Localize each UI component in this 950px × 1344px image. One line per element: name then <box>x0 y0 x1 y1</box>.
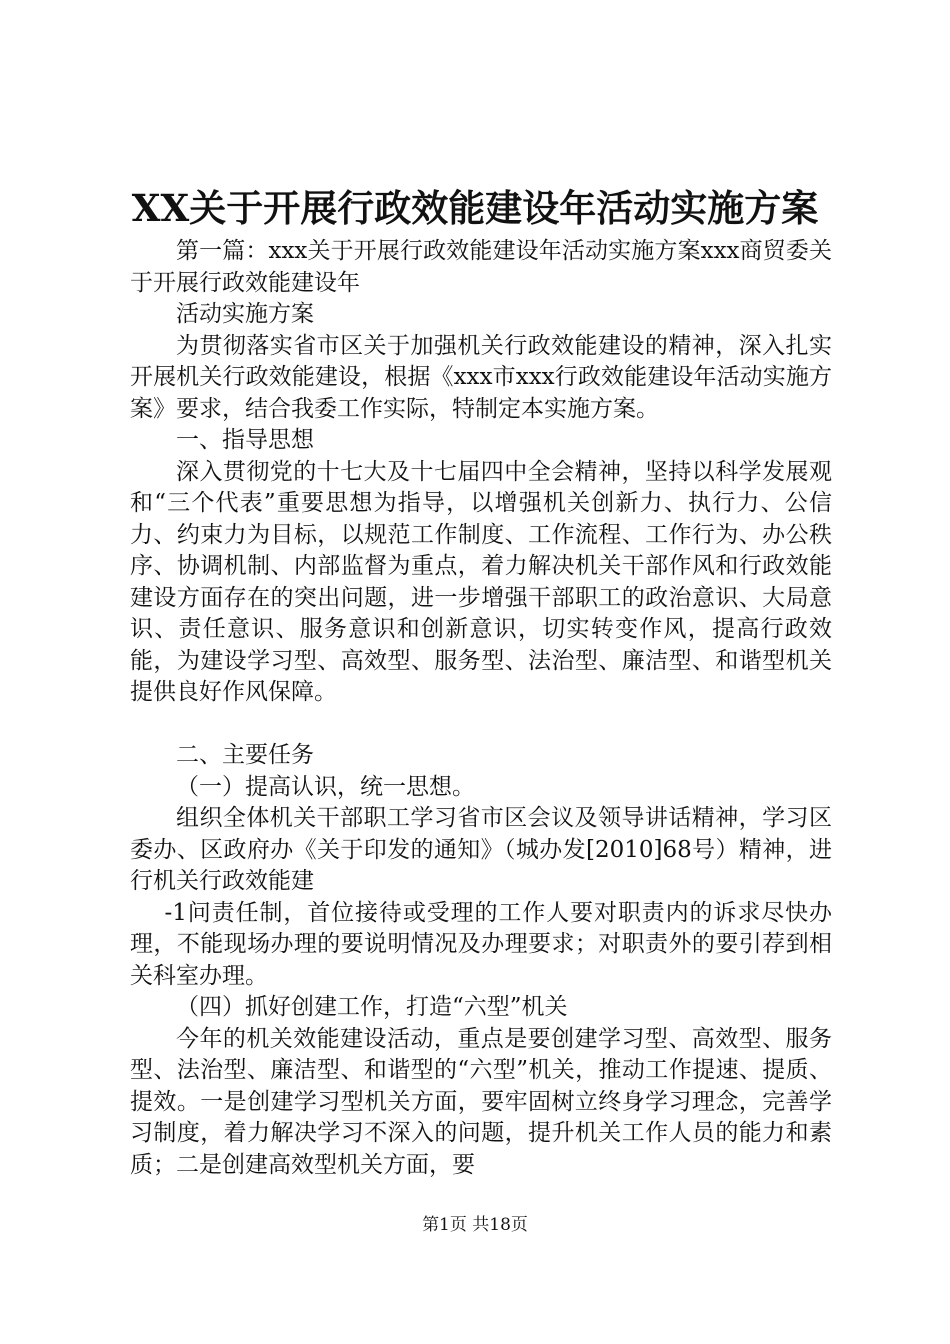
paragraph-subtitle: 活动实施方案 <box>176 301 314 327</box>
paragraph-task-4: 今年的机关效能建设活动，重点是要创建学习型、高效型、服务型、法治型、廉洁型、和谐型的“六型”机关，推动工作提速、提质、提效。一是创建学习型机关方面，要牢固树立终身学习理念，完善学习制度，着力解决学习不深入的问题，提升机关工作人员的能力和素质；二是创建高效型机关方面，要 <box>130 1025 832 1178</box>
paragraph-responsibility: -1问责任制，首位接待或受理的工作人要对职责内的诉求尽快办理，不能现场办理的要说明情况及办理要求；对职责外的要引荐到相关科室办理。 <box>130 899 832 989</box>
paragraph-purpose: 为贯彻落实省市区关于加强机关行政效能建设的精神，深入扎实开展机关行政效能建设，根据《xxx市xxx行政效能建设年活动实施方案》要求，结合我委工作实际，特制定本实施方案。 <box>130 332 832 422</box>
subheading-task-1: （一）提高认识，统一思想。 <box>176 773 475 800</box>
document-body <box>130 236 832 1181</box>
paragraph-intro: 第一篇：xxx关于开展行政效能建设年活动实施方案xxx商贸委关于开展行政效能建设年 <box>130 238 832 296</box>
subheading-task-4: （四）抓好创建工作，打造“六型”机关 <box>176 994 568 1020</box>
page-footer: 第1页 共18页 <box>422 1215 528 1235</box>
paragraph-guiding-thought: 深入贯彻党的十七大及十七届四中全会精神，坚持以科学发展观和“三个代表”重要思想为指导，以增强机关创新力、执行力、公信力、约束力为目标，以规范工作制度、工作流程、工作行为、办公秩序、协调机制、内部监督为重点，着力解决机关干部作风和行政效能建设方面存在的突出问题，进一步增强干部职工的政治意识、大局意识、责任意识、服务意识和创新意识，切实转变作风，提高行政效能，为建设学习型、高效型、服务型、法治型、廉洁型、和谐型机关提供良好作风保障。 <box>130 458 832 705</box>
document-title: XX关于开展行政效能建设年活动实施方案 <box>131 186 819 230</box>
paragraph-task-1: 组织全体机关干部职工学习省市区会议及领导讲话精神，学习区委办、区政府办《关于印发的通知》（城办发[2010]68号）精神，进行机关行政效能建 <box>130 805 832 894</box>
heading-main-tasks: 二、主要任务 <box>176 742 314 768</box>
heading-guiding-thought: 一、指导思想 <box>176 427 314 453</box>
